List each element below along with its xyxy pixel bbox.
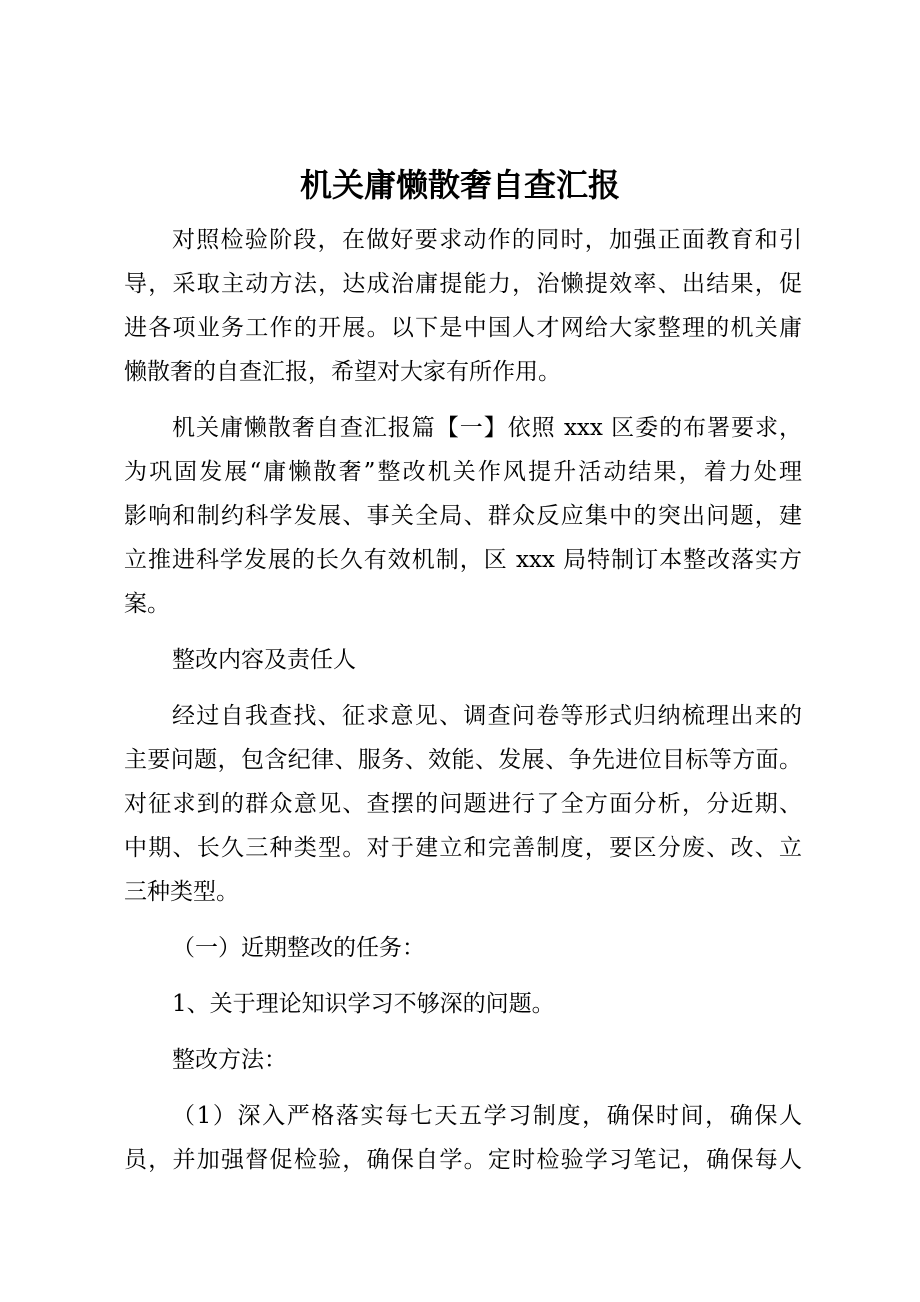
- paragraph: [124, 1094, 802, 1182]
- text-line: 机关庸懒散奢自查汇报篇【一】依照 xxx 区委的布署要求，: [172, 415, 802, 441]
- paragraph: [124, 694, 802, 914]
- text-line: 进各项业务工作的开展。以下是中国人才网给大家整理的机关庸: [124, 315, 802, 341]
- text-line: （1）深入严格落实每七天五学习制度，确保时间，确保人: [172, 1103, 802, 1129]
- text-line: 1、关于理论知识学习不够深的问题。: [172, 991, 555, 1017]
- text-line: 主要问题，包含纪律、服务、效能、发展、争先进位目标等方面。: [124, 747, 802, 773]
- text-line: 懒散奢的自查汇报，希望对大家有所作用。: [124, 359, 561, 385]
- text-line: 导，采取主动方法，达成治庸提能力，治懒提效率、出结果，促: [124, 271, 802, 297]
- paragraph: [124, 638, 802, 682]
- text-line: 为巩固发展“庸懒散奢”整改机关作风提升活动结果，着力处理: [124, 459, 802, 485]
- text-line: 中期、长久三种类型。对于建立和完善制度，要区分废、改、立: [124, 835, 802, 861]
- text-line: 影响和制约科学发展、事关全局、群众反应集中的突出问题，建: [124, 503, 802, 529]
- text-line: 整改内容及责任人: [172, 647, 356, 673]
- document-title: 机关庸懒散奢自查汇报: [299, 166, 620, 204]
- text-line: 立推进科学发展的长久有效机制，区 xxx 局特制订本整改落实方: [124, 547, 802, 573]
- paragraph: [124, 218, 802, 394]
- text-line: 案。: [124, 591, 170, 617]
- text-line: 对照检验阶段，在做好要求动作的同时，加强正面教育和引: [172, 227, 802, 253]
- text-line: 对征求到的群众意见、查摆的问题进行了全方面分析，分近期、: [124, 791, 802, 817]
- text-line: 员，并加强督促检验，确保自学。定时检验学习笔记，确保每人: [124, 1147, 802, 1173]
- text-line: （一）近期整改的任务：: [172, 935, 425, 961]
- text-line: 三种类型。: [124, 879, 239, 905]
- paragraph: [124, 982, 802, 1026]
- document-body: [124, 218, 802, 1194]
- paragraph: [124, 926, 802, 970]
- text-line: 整改方法：: [172, 1047, 287, 1073]
- paragraph: [124, 1038, 802, 1082]
- text-line: 经过自我查找、征求意见、调查问卷等形式归纳梳理出来的: [172, 703, 802, 729]
- paragraph: [124, 406, 802, 626]
